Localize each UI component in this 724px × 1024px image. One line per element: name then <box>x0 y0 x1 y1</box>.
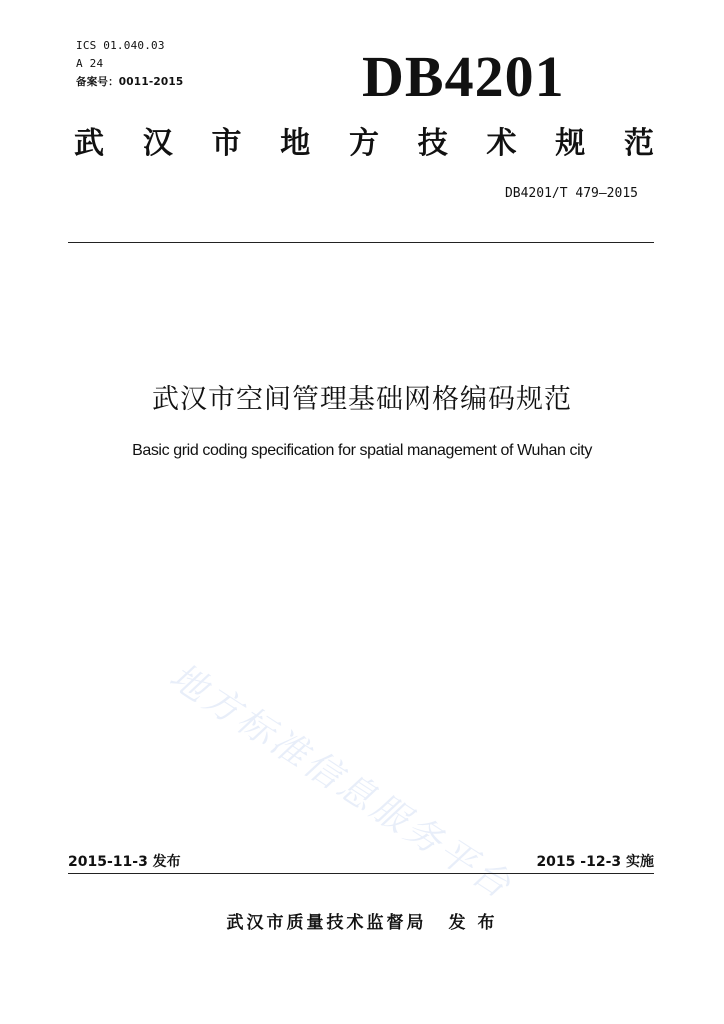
document-title-english: Basic grid coding specification for spatial management of Wuhan city <box>132 442 592 459</box>
footer-divider <box>68 873 654 874</box>
spec-type-char: 术 <box>486 126 517 161</box>
spec-type-char: 范 <box>624 126 654 161</box>
spec-type-char: 方 <box>349 126 379 161</box>
standard-logo: DB4201 <box>362 44 565 109</box>
document-title-chinese: 武汉市空间管理基础网格编码规范 <box>152 384 572 415</box>
classification-code: A 24 <box>76 57 104 70</box>
record-number: 备案号：0011-2015 <box>76 76 184 88</box>
spec-type-char: 规 <box>555 126 586 161</box>
publisher-line <box>0 911 724 935</box>
ics-code: ICS 01.040.03 <box>76 39 165 52</box>
spec-type-char: 市 <box>211 126 242 161</box>
spec-type-char: 武 <box>74 126 104 161</box>
publisher-name: 武汉市质量技术监督局 <box>226 913 427 933</box>
spec-type-char: 技 <box>417 126 448 161</box>
issue-date: 2015-11-3 发布 <box>68 854 181 870</box>
watermark: 地方标准信息服务平台 <box>162 655 520 909</box>
spec-type-char: 地 <box>280 126 311 161</box>
standard-number: DB4201/T 479—2015 <box>504 186 638 201</box>
spec-type-char: 汉 <box>142 126 173 161</box>
implementation-date: 2015 -12-3 实施 <box>536 854 654 870</box>
publish-word: 发 布 <box>448 913 498 933</box>
spec-type-title <box>74 124 654 164</box>
header-divider <box>68 242 654 243</box>
